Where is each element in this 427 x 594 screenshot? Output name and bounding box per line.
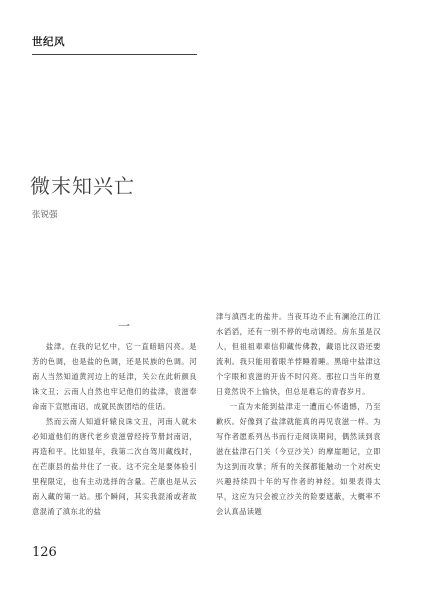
section-label: 世纪风	[32, 36, 65, 48]
section-number: 一	[118, 319, 131, 333]
section-divider	[32, 54, 197, 55]
paragraph: 然而云南人知道轩辕良诛文丑，河南人就未必知道他们的唐代老乡袁滋曾经持节册封南诏，再造和平。比如显年，我第二次自驾川藏线时，在芒康县的盐井住了一夜。这不完全是要体验引里程限定，也有主动选择的含量。芒康也是从云南入藏的第一站。那个瞬间，其实我混淆或者故意混淆了滇东北的盐	[32, 417, 197, 516]
page-number: 126	[32, 545, 57, 560]
author-byline: 张锐强	[32, 210, 58, 220]
article-title: 微末知兴亡	[30, 174, 135, 198]
paragraph: 一直为未能到盐津走一遭而心怀遗憾，乃至歉疚。好像到了盐津就能真的再见袁滋一样。为写作者愿系列丛书而行走阅读期间，偶然读到袁滋在盐津石门关（今豆沙关）的摩崖题记，立即为这到而攻掌；所有的关探都能触动一个对疾史兴趣持续四十年的写作者的神经。如果表得太早，这应为只会被立沙关的险要遮蔽，大概率不会认真品读题	[216, 402, 381, 516]
paragraph: 盐津。在我的记忆中，它一直暗暗闪亮。是芳的色调，也是盐的色调，还是民族的色调。河南人当然知道黄河边上的延津，关公在此斩颜良诛文丑；云南人自然也牢记他们的盐津，袁滋奉命南下宣慰南诏，成就民族团结的佳话。	[32, 342, 197, 411]
left-column	[32, 339, 197, 519]
paragraph-continued: 津与滇西北的盐井。当夜耳边不止有澜沧江的江水滔滔，还有一别不停的电动调经。房东虽是汉人，但祖祖辈辈信仰藏传佛教，藏语比汉语还要流利。我只能用着眼羊悖睡着睡。黑暗中盐津这个字眼和袁滋的开齿不时闪亮。那拉口当年的夏日竟然说不上愉快，但总是难忘的青春岁月。	[216, 312, 381, 396]
right-column	[216, 309, 381, 519]
